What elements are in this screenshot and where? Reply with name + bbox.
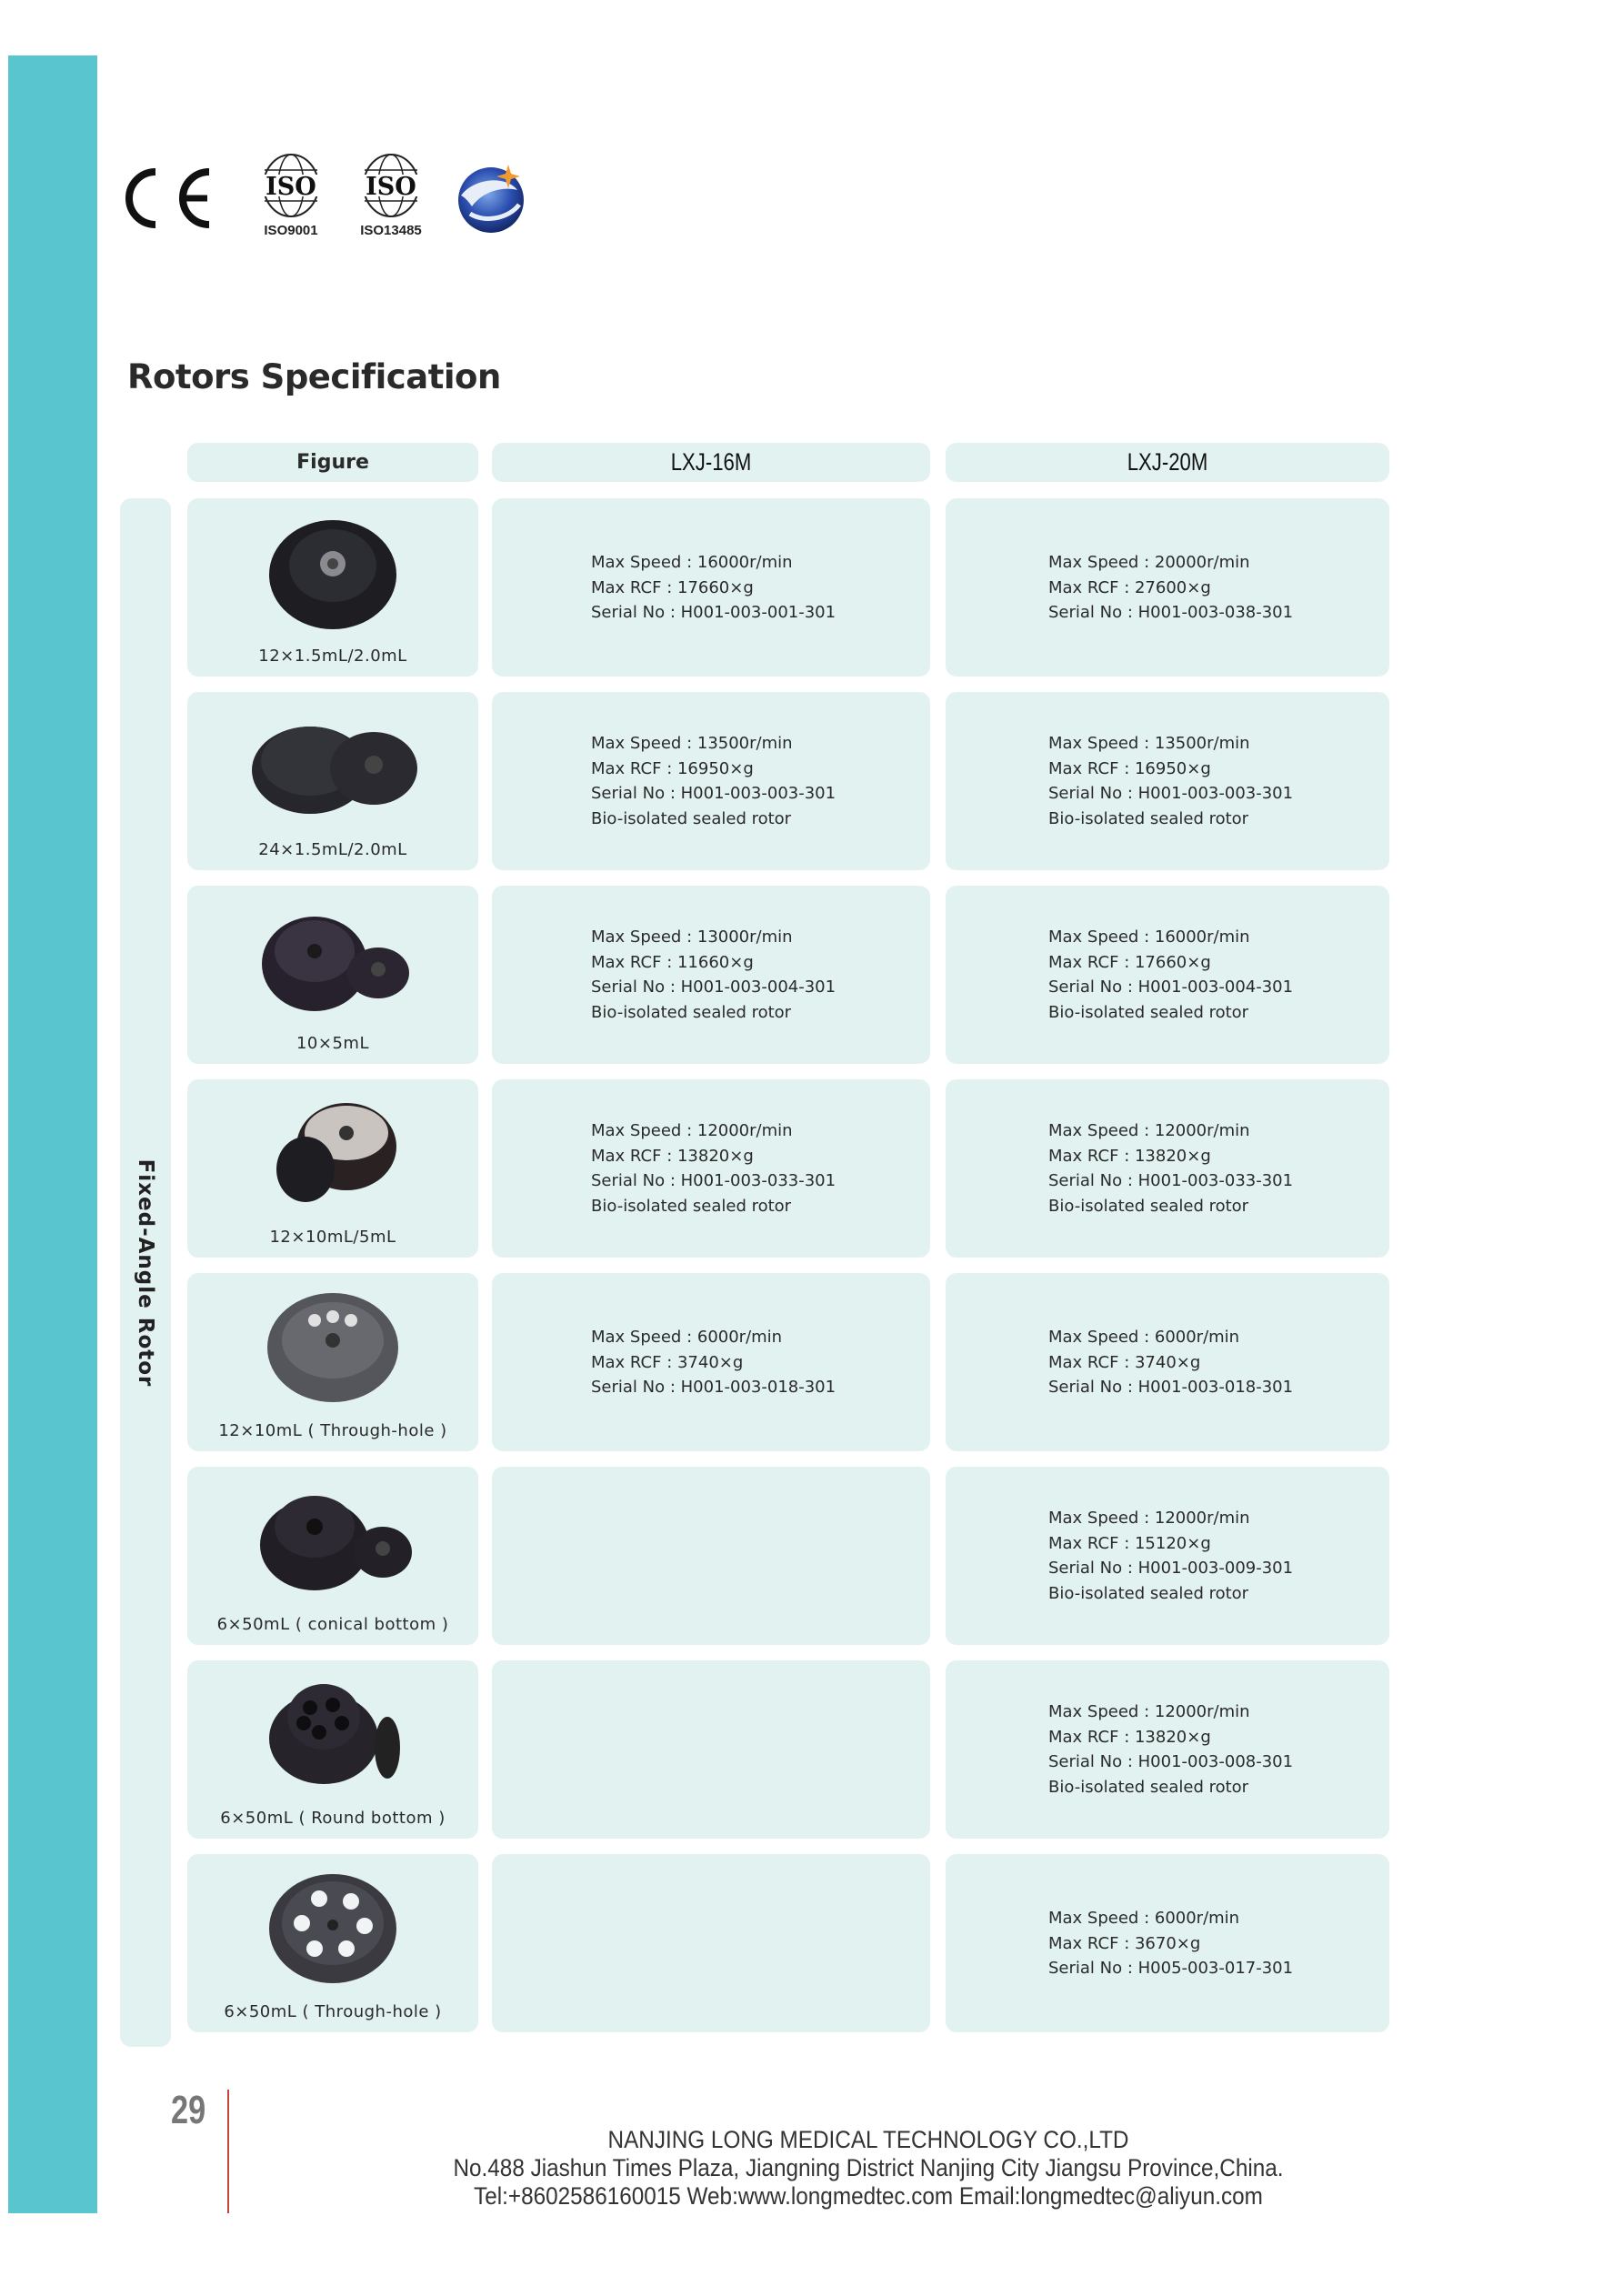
spec-cell-lxj-16m — [492, 886, 930, 1064]
spec-line: Max RCF : 27600×g — [1048, 577, 1211, 597]
figure-cell — [187, 886, 478, 1064]
header-figure: Figure — [187, 443, 478, 482]
spec-cell-lxj-20m — [946, 692, 1389, 870]
table-row — [0, 1079, 1623, 1258]
figure-cell — [187, 692, 478, 870]
iso-globe-icon — [359, 150, 423, 221]
spec-line: Bio-isolated sealed rotor — [1048, 808, 1249, 828]
rotor-caption: 6×50mL ( Through-hole ) — [224, 2002, 442, 2021]
rotor-caption: 12×1.5mL/2.0mL — [258, 647, 407, 666]
spec-line: Serial No : H001-003-001-301 — [591, 602, 837, 622]
table-row — [0, 1854, 1623, 2032]
spec-line: Bio-isolated sealed rotor — [591, 1196, 792, 1216]
rotor-image-icon — [242, 1673, 424, 1791]
spec-cell-lxj-20m — [946, 886, 1389, 1064]
header-model-lxj-20m — [946, 443, 1389, 482]
ce-mark-icon — [123, 166, 214, 230]
spec-cell-lxj-20m — [946, 1273, 1389, 1451]
spec-line: Serial No : H001-003-033-301 — [1048, 1171, 1294, 1190]
spec-line: Bio-isolated sealed rotor — [591, 808, 792, 828]
spec-list — [591, 550, 836, 626]
spec-line: Serial No : H001-003-003-301 — [591, 784, 837, 803]
spec-cell-lxj-16m — [492, 498, 930, 677]
spec-line: Serial No : H001-003-018-301 — [591, 1377, 837, 1397]
rotor-caption: 6×50mL ( Round bottom ) — [220, 1809, 446, 1828]
figure-cell — [187, 1660, 478, 1839]
figure-cell — [187, 1079, 478, 1258]
spec-cell-lxj-16m — [492, 1467, 930, 1645]
spec-line: Serial No : H001-003-008-301 — [1048, 1752, 1294, 1771]
table-row — [0, 1660, 1623, 1839]
rotor-image-icon — [242, 1867, 424, 1985]
rotor-image-icon — [242, 1286, 424, 1404]
rotor-image-icon — [242, 705, 424, 823]
figure-cell — [187, 1273, 478, 1451]
page-number: 29 — [171, 2088, 206, 2132]
table-row — [0, 498, 1623, 677]
spec-cell-lxj-16m — [492, 1854, 930, 2032]
spec-cell-lxj-20m — [946, 1467, 1389, 1645]
svg-text:ISO: ISO — [265, 173, 316, 201]
spec-line: Max RCF : 16950×g — [591, 758, 754, 778]
spec-line: Max RCF : 13820×g — [591, 1146, 754, 1166]
table-row — [0, 692, 1623, 870]
spec-line: Max RCF : 16950×g — [1048, 758, 1211, 778]
iso13485-label: ISO13485 — [360, 223, 422, 238]
spec-line: Bio-isolated sealed rotor — [1048, 1002, 1249, 1022]
spec-list — [591, 925, 836, 1025]
spec-line: Max Speed : 16000r/min — [1048, 927, 1250, 947]
spec-line: Max RCF : 17660×g — [591, 577, 754, 597]
spec-line: Max Speed : 13500r/min — [591, 734, 793, 753]
spec-line: Max Speed : 12000r/min — [1048, 1509, 1250, 1528]
page-title: Rotors Specification — [127, 357, 501, 396]
header-model-lxj-20m-label: LXJ-20M — [1127, 448, 1208, 476]
spec-line: Bio-isolated sealed rotor — [1048, 1196, 1249, 1216]
iso-globe-icon — [259, 150, 323, 221]
spec-line: Max Speed : 12000r/min — [1048, 1121, 1250, 1140]
figure-cell — [187, 1467, 478, 1645]
spec-list — [1048, 731, 1293, 831]
spec-line: Serial No : H001-003-033-301 — [591, 1171, 837, 1190]
rotor-image-icon — [242, 1479, 424, 1598]
spec-list — [1048, 1118, 1293, 1218]
spec-cell-lxj-16m — [492, 1273, 930, 1451]
figure-cell — [187, 498, 478, 677]
spec-list — [1048, 1325, 1293, 1400]
figure-cell — [187, 1854, 478, 2032]
spec-line: Max Speed : 12000r/min — [1048, 1702, 1250, 1721]
spec-cell-lxj-20m — [946, 498, 1389, 677]
spec-cell-lxj-20m — [946, 1079, 1389, 1258]
footer — [364, 2126, 1373, 2211]
spec-line: Max RCF : 3740×g — [591, 1352, 744, 1372]
spec-line: Max RCF : 17660×g — [1048, 952, 1211, 972]
category-label: Fixed-Angle Rotor — [134, 1158, 157, 1387]
spec-list — [1048, 1506, 1293, 1606]
spec-line: Serial No : H001-003-004-301 — [1048, 978, 1294, 997]
rotor-caption: 12×10mL ( Through-hole ) — [218, 1421, 447, 1440]
spec-line: Bio-isolated sealed rotor — [591, 1002, 792, 1022]
spec-cell-lxj-16m — [492, 692, 930, 870]
spec-line: Max Speed : 12000r/min — [591, 1121, 793, 1140]
spec-line: Serial No : H001-003-004-301 — [591, 978, 837, 997]
rotor-image-icon — [242, 511, 424, 629]
spec-list — [1048, 1906, 1293, 1981]
spec-line: Max RCF : 3740×g — [1048, 1352, 1201, 1372]
spec-line: Max RCF : 13820×g — [1048, 1146, 1211, 1166]
rotor-image-icon — [242, 1092, 424, 1210]
rotor-image-icon — [242, 898, 424, 1017]
rotor-caption: 24×1.5mL/2.0mL — [258, 840, 407, 859]
spec-line: Max RCF : 13820×g — [1048, 1727, 1211, 1747]
table-row — [0, 886, 1623, 1064]
header-model-lxj-16m — [492, 443, 930, 482]
rotor-caption: 10×5mL — [296, 1034, 369, 1053]
spec-line: Max RCF : 3670×g — [1048, 1933, 1201, 1953]
spec-list — [1048, 1699, 1293, 1800]
spec-cell-lxj-20m — [946, 1854, 1389, 2032]
spec-line: Max RCF : 11660×g — [591, 952, 754, 972]
header-model-lxj-16m-label: LXJ-16M — [670, 448, 752, 476]
spec-line: Bio-isolated sealed rotor — [1048, 1777, 1249, 1797]
spec-line: Max Speed : 6000r/min — [591, 1327, 783, 1347]
spec-line: Max RCF : 15120×g — [1048, 1533, 1211, 1553]
footer-divider — [227, 2090, 229, 2213]
table-row — [0, 1467, 1623, 1645]
footer-contact: Tel:+8602586160015 Web:www.longmedtec.com Email:longmedtec@aliyun.com — [474, 2182, 1263, 2210]
spec-line: Serial No : H005-003-017-301 — [1048, 1958, 1294, 1978]
table-row — [0, 1273, 1623, 1451]
spec-line: Max Speed : 13000r/min — [591, 927, 793, 947]
spec-line: Bio-isolated sealed rotor — [1048, 1583, 1249, 1603]
spec-line: Serial No : H001-003-003-301 — [1048, 784, 1294, 803]
spec-cell-lxj-20m — [946, 1660, 1389, 1839]
spec-list — [591, 731, 836, 831]
footer-company: NANJING LONG MEDICAL TECHNOLOGY CO.,LTD — [607, 2126, 1129, 2153]
rotor-caption: 12×10mL/5mL — [269, 1228, 396, 1247]
spec-line: Max Speed : 20000r/min — [1048, 552, 1250, 572]
iso9001-logo — [245, 150, 336, 241]
rotor-caption: 6×50mL ( conical bottom ) — [216, 1615, 449, 1634]
iso13485-logo — [346, 150, 436, 241]
spec-line: Max Speed : 6000r/min — [1048, 1908, 1240, 1928]
spec-line: Serial No : H001-003-018-301 — [1048, 1377, 1294, 1397]
spec-list — [1048, 550, 1293, 626]
footer-address: No.488 Jiashun Times Plaza, Jiangning District Nanjing City Jiangsu Province,China. — [453, 2154, 1284, 2181]
spec-line: Serial No : H001-003-038-301 — [1048, 602, 1294, 622]
iso9001-label: ISO9001 — [264, 223, 318, 238]
globe-e-logo-icon — [452, 159, 530, 237]
spec-list — [1048, 925, 1293, 1025]
spec-line: Max Speed : 13500r/min — [1048, 734, 1250, 753]
spec-line: Max Speed : 6000r/min — [1048, 1327, 1240, 1347]
spec-list — [591, 1118, 836, 1218]
spec-cell-lxj-16m — [492, 1660, 930, 1839]
spec-list — [591, 1325, 836, 1400]
spec-line: Serial No : H001-003-009-301 — [1048, 1559, 1294, 1578]
spec-cell-lxj-16m — [492, 1079, 930, 1258]
spec-line: Max Speed : 16000r/min — [591, 552, 793, 572]
svg-text:ISO: ISO — [366, 173, 416, 201]
